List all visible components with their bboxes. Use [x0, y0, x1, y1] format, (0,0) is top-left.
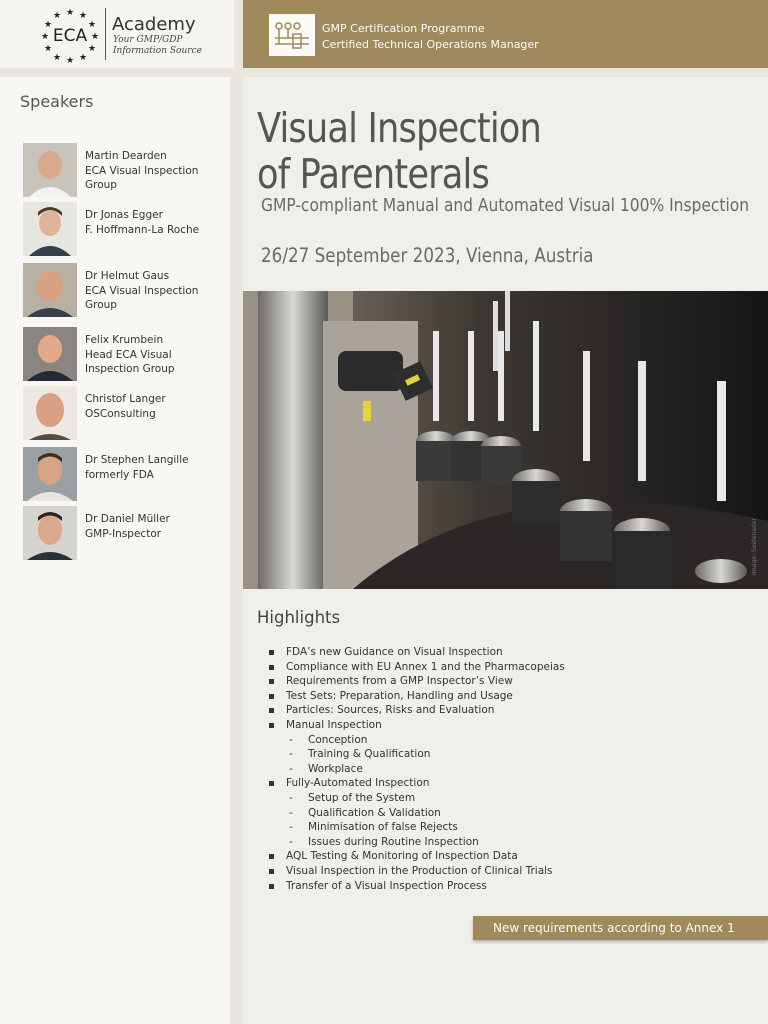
tagline-line-1: Your GMP/GDP	[113, 35, 183, 45]
speaker-info	[85, 512, 225, 541]
academy-text: Academy	[112, 14, 196, 35]
speaker-info	[85, 333, 225, 377]
highlight-subitem: - Minimisation of false Rejects	[267, 820, 747, 835]
speaker-name: Dr Jonas Egger	[85, 209, 163, 221]
speaker-photo	[23, 263, 77, 317]
speaker-affiliation: Inspection Group	[85, 363, 175, 375]
logo-tagline	[113, 35, 233, 57]
eca-academy-logo	[0, 0, 234, 68]
title-line-2: of Parenterals	[257, 150, 489, 198]
speaker-affiliation: GMP-Inspector	[85, 527, 162, 540]
highlight-item: FDA’s new Guidance on Visual Inspection	[267, 645, 747, 660]
speaker-affiliation: Head ECA Visual	[85, 348, 172, 361]
svg-text:★: ★	[87, 44, 97, 54]
speaker-affiliation: Group	[85, 299, 117, 311]
hero-image	[243, 291, 768, 589]
eca-text: ECA	[52, 26, 88, 46]
speaker-photo	[23, 447, 77, 501]
page-title	[257, 105, 757, 197]
speaker-daniel-mueller	[23, 506, 228, 560]
event-date: 26/27 September 2023, Vienna, Austria	[261, 244, 594, 267]
annex-banner: New requirements according to Annex 1	[473, 916, 768, 940]
programme-title: GMP Certification Programme	[322, 22, 485, 35]
speaker-name: Martin Dearden	[85, 150, 167, 162]
highlight-item: AQL Testing & Monitoring of Inspection Data	[267, 849, 747, 864]
svg-text:★: ★	[52, 53, 62, 63]
speaker-helmut-gaus	[23, 263, 228, 317]
speaker-info	[85, 392, 225, 421]
highlight-item: Requirements from a GMP Inspector’s View	[267, 674, 747, 689]
svg-text:★: ★	[43, 44, 53, 54]
svg-text:★: ★	[65, 8, 75, 18]
svg-text:★: ★	[87, 20, 97, 30]
highlight-subitem: - Training & Qualification	[267, 747, 747, 762]
highlight-item: Transfer of a Visual Inspection Process	[267, 879, 747, 894]
speaker-martin-dearden	[23, 143, 228, 197]
highlights-list	[267, 645, 747, 893]
speaker-name: Felix Krumbein	[85, 334, 164, 346]
speaker-photo	[23, 202, 77, 256]
speaker-affiliation: OSConsulting	[85, 407, 156, 420]
svg-text:★: ★	[40, 32, 50, 42]
highlight-item: Compliance with EU Annex 1 and the Pharmacopeias	[267, 660, 747, 675]
speaker-info	[85, 149, 225, 193]
speaker-info	[85, 453, 225, 482]
svg-text:★: ★	[90, 32, 100, 42]
speaker-name: Christof Langer	[85, 393, 166, 405]
main-panel	[243, 77, 768, 1024]
speaker-info	[85, 208, 225, 237]
programme-subtitle: Certified Technical Operations Manager	[322, 38, 539, 51]
speaker-name: Dr Stephen Langille	[85, 454, 189, 466]
svg-text:★: ★	[65, 56, 75, 64]
speaker-affiliation: F. Hoffmann-La Roche	[85, 223, 200, 236]
inspection-machine-illustration	[243, 291, 768, 589]
speaker-stephen-langille	[23, 447, 228, 501]
speakers-heading: Speakers	[20, 92, 94, 111]
certification-icon	[269, 14, 315, 56]
speaker-photo	[23, 386, 77, 440]
speaker-name: Dr Daniel Müller	[85, 513, 170, 525]
header-band	[243, 0, 768, 68]
svg-text:★: ★	[78, 53, 88, 63]
speaker-jonas-egger	[23, 202, 228, 256]
highlight-item: Manual Inspection	[267, 718, 747, 733]
speaker-affiliation: Group	[85, 179, 117, 191]
highlight-item: Visual Inspection in the Production of Clinical Trials	[267, 864, 747, 879]
svg-text:★: ★	[43, 20, 53, 30]
speaker-name: Dr Helmut Gaus	[85, 270, 170, 282]
highlight-item: Fully-Automated Inspection	[267, 776, 747, 791]
speaker-christof-langer	[23, 386, 228, 440]
speaker-felix-krumbein	[23, 327, 228, 381]
speaker-affiliation: ECA Visual Inspection	[85, 164, 199, 177]
image-credit: Image: Seidenader	[751, 518, 758, 575]
speaker-affiliation: formerly FDA	[85, 468, 154, 481]
highlight-subitem: - Qualification & Validation	[267, 806, 747, 821]
tagline-line-2: Information Source	[113, 46, 202, 56]
logo-divider	[105, 8, 106, 60]
speaker-photo	[23, 143, 77, 197]
highlight-item: Test Sets: Preparation, Handling and Usage	[267, 689, 747, 704]
highlight-subitem: - Issues during Routine Inspection	[267, 835, 747, 850]
speaker-affiliation: ECA Visual Inspection	[85, 284, 199, 297]
speaker-photo	[23, 327, 77, 381]
page-subtitle: GMP-compliant Manual and Automated Visual 100% Inspection	[261, 195, 750, 216]
title-line-1: Visual Inspection	[257, 104, 541, 152]
highlight-subitem: - Workplace	[267, 762, 747, 777]
highlights-heading: Highlights	[257, 608, 341, 627]
highlight-item: Particles: Sources, Risks and Evaluation	[267, 703, 747, 718]
speakers-sidebar	[0, 77, 230, 1024]
svg-text:★: ★	[78, 11, 88, 21]
speaker-info	[85, 269, 225, 313]
highlight-subitem: - Setup of the System	[267, 791, 747, 806]
svg-text:★: ★	[52, 11, 62, 21]
eca-stars-logo-icon	[38, 6, 102, 64]
speaker-photo	[23, 506, 77, 560]
highlight-subitem: - Conception	[267, 733, 747, 748]
